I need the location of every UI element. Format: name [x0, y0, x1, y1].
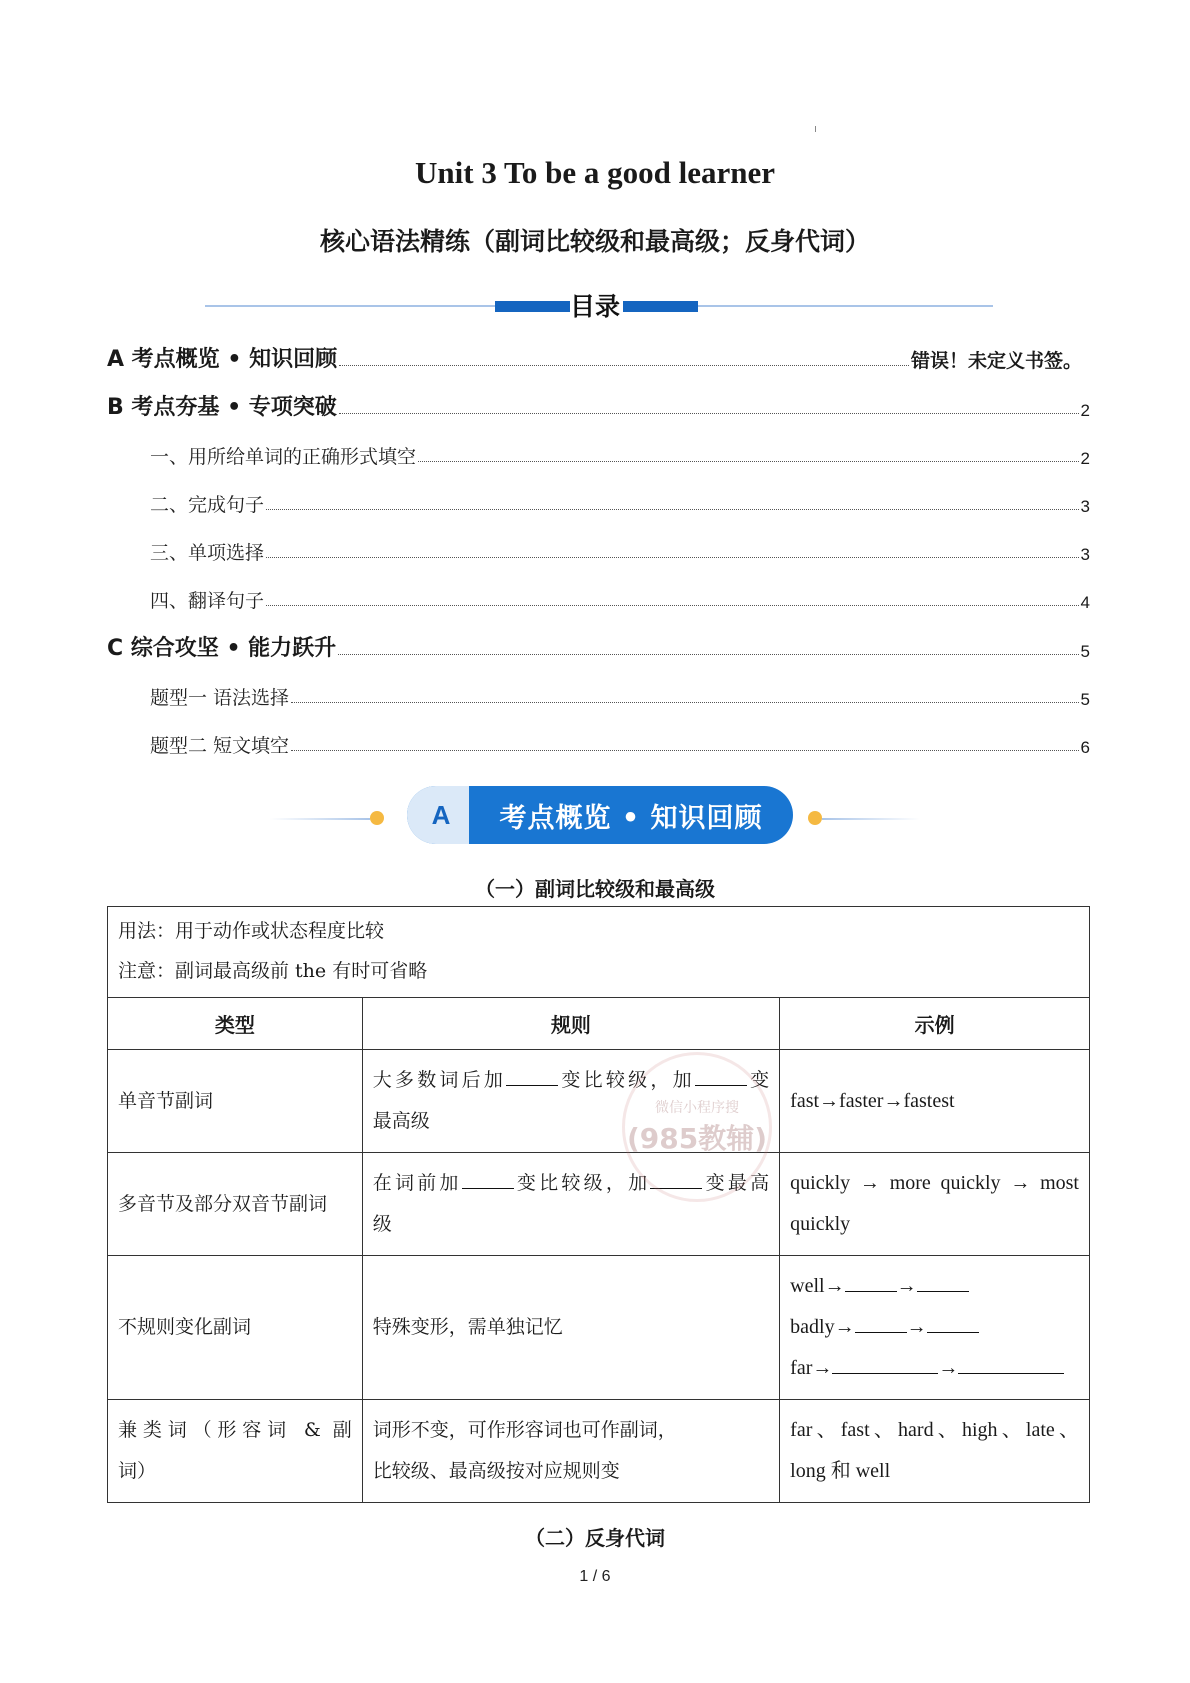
answer-blank[interactable] — [462, 1167, 514, 1189]
toc-entry[interactable] — [150, 583, 1090, 613]
watermark-text: (985教辅) — [626, 1122, 768, 1155]
example-cell: fast→faster→fastest — [780, 1050, 1090, 1153]
page-number: 1 / 6 — [579, 1568, 611, 1585]
toc-entry[interactable] — [107, 391, 1090, 421]
answer-blank[interactable] — [958, 1352, 1064, 1374]
toc-entry-page: 3 — [1080, 545, 1090, 564]
example-cell — [780, 1153, 1090, 1256]
page-subtitle: 核心语法精练（副词比较级和最高级；反身代词） — [319, 227, 870, 256]
example-line: long 和 well — [790, 1460, 891, 1482]
section-banner — [270, 778, 920, 848]
toc-leader — [266, 509, 1079, 510]
arrow-icon: → — [906, 1316, 927, 1338]
rule-cell — [362, 1050, 779, 1153]
example-cell — [780, 1256, 1090, 1400]
header-type: 类型 — [108, 998, 363, 1050]
toc-header — [205, 285, 993, 325]
rule-line — [373, 1060, 769, 1101]
toc-entry[interactable] — [150, 439, 1090, 469]
rule-text: 变比较级，加 — [513, 1172, 651, 1194]
banner-line-left — [270, 818, 370, 820]
type-cell: 多音节及部分双音节副词 — [108, 1153, 363, 1256]
section-title: （二）反身代词 — [525, 1526, 665, 1550]
type-cell: 不规则变化副词 — [108, 1256, 363, 1400]
section-title: （一）副词比较级和最高级 — [475, 877, 715, 901]
banner-dot-left — [370, 811, 384, 825]
toc-entry[interactable] — [107, 343, 1082, 373]
example-line — [790, 1307, 1079, 1348]
toc-entry-page: 2 — [1080, 449, 1090, 468]
rule-line: 最高级 — [372, 1110, 430, 1132]
answer-blank[interactable] — [927, 1311, 979, 1333]
rule-line — [373, 1163, 769, 1204]
usage-note: 用法：用于动作或状态程度比较 — [118, 920, 385, 942]
rule-line: 词形不变，可作形容词也可作副词， — [372, 1419, 677, 1441]
header-rule: 规则 — [362, 998, 779, 1050]
grammar-table — [107, 906, 1090, 1503]
toc-entry[interactable] — [150, 535, 1090, 565]
rule-line: 比较级、最高级按对应规则变 — [372, 1460, 620, 1482]
rule-cell: 特殊变形，需单独记忆 — [362, 1256, 779, 1400]
type-line: 兼类词（形容词 & 副 — [118, 1419, 352, 1441]
table-row — [108, 1153, 1090, 1256]
example-text: far→ — [790, 1357, 833, 1379]
answer-blank[interactable] — [832, 1352, 938, 1374]
table-row — [108, 1400, 1090, 1503]
banner-text: 考点概览 • 知识回顾 — [499, 802, 763, 834]
toc-leader — [266, 605, 1079, 606]
toc-entry-page: 5 — [1080, 690, 1090, 709]
example-line: far、fast、hard、high、late、 — [790, 1419, 1079, 1441]
type-cell: 单音节副词 — [108, 1050, 363, 1153]
type-line: 词） — [118, 1460, 157, 1482]
example-line — [790, 1266, 1079, 1307]
type-cell — [108, 1400, 363, 1503]
answer-blank[interactable] — [506, 1064, 558, 1086]
toc-entry-text: 四、翻译句子 — [150, 590, 265, 612]
answer-blank[interactable] — [695, 1064, 747, 1086]
toc-entry-text: C 综合攻坚 • 能力跃升 — [107, 636, 337, 661]
rule-text: 变 — [746, 1069, 770, 1091]
example-cell — [780, 1400, 1090, 1503]
example-text: badly→ — [790, 1316, 855, 1338]
toc-bar-left — [495, 301, 570, 312]
answer-blank[interactable] — [650, 1167, 702, 1189]
banner-dot-right — [808, 811, 822, 825]
toc-entry-page: 6 — [1080, 738, 1090, 757]
toc-leader — [418, 461, 1079, 462]
attention-note: 注意：副词最高级前 the 有时可省略 — [118, 960, 428, 982]
rule-text: 大多数词后加 — [372, 1069, 507, 1091]
toc-entry[interactable] — [107, 632, 1090, 662]
toc-bar-right — [623, 301, 698, 312]
toc-leader — [339, 365, 909, 366]
toc-rule-right — [698, 305, 993, 307]
header-example: 示例 — [780, 998, 1090, 1050]
toc-label: 目录 — [570, 292, 621, 321]
rule-cell — [362, 1153, 779, 1256]
toc-entry-text: 题型二 短文填空 — [150, 735, 290, 757]
answer-blank[interactable] — [855, 1311, 907, 1333]
answer-blank[interactable] — [917, 1270, 969, 1292]
toc-leader — [338, 654, 1078, 655]
rule-line: 级 — [372, 1213, 392, 1235]
rule-cell — [362, 1400, 779, 1503]
toc-entry[interactable] — [150, 487, 1090, 517]
table-row — [108, 1050, 1090, 1153]
toc-entry-page: 4 — [1080, 593, 1090, 612]
watermark-text: 微信小程序搜 — [655, 1100, 739, 1116]
toc-leader — [291, 702, 1078, 703]
answer-blank[interactable] — [845, 1270, 897, 1292]
toc-leader — [339, 413, 1079, 414]
rule-text: 变比较级，加 — [558, 1069, 695, 1091]
table-note-row — [108, 907, 1090, 998]
toc-entry-text: B 考点夯基 • 专项突破 — [107, 395, 337, 420]
rule-text: 在词前加 — [372, 1172, 462, 1194]
toc-rule-left — [205, 305, 495, 307]
toc-entry-text: 三、单项选择 — [150, 542, 265, 564]
toc-entry-page: 错误！未定义书签。 — [910, 351, 1082, 372]
toc-entry-text: 一、用所给单词的正确形式填空 — [150, 446, 417, 468]
banner-pill — [407, 786, 793, 844]
arrow-icon: → — [938, 1357, 959, 1379]
rule-text: 变最高 — [702, 1172, 770, 1194]
header-mark — [815, 126, 816, 132]
toc-entry[interactable] — [150, 680, 1090, 710]
example-line — [790, 1348, 1079, 1389]
toc-entry[interactable] — [150, 728, 1090, 758]
toc-entry-text: 题型一 语法选择 — [150, 687, 290, 709]
toc-leader — [266, 557, 1079, 558]
toc-entry-text: A 考点概览 • 知识回顾 — [107, 347, 338, 372]
page-title: Unit 3 To be a good learner — [415, 155, 775, 190]
toc-entry-page: 3 — [1080, 497, 1090, 516]
table-row — [108, 1256, 1090, 1400]
toc-entry-page: 2 — [1080, 401, 1090, 420]
arrow-icon: → — [896, 1275, 917, 1297]
banner-letter: A — [407, 786, 469, 844]
example-line: quickly — [790, 1213, 851, 1235]
table-header-row — [108, 998, 1090, 1050]
example-line: quickly → more quickly → most — [790, 1172, 1079, 1194]
toc-entry-text: 二、完成句子 — [150, 494, 265, 516]
toc-leader — [291, 750, 1078, 751]
banner-line-right — [822, 818, 920, 820]
note-cell — [108, 907, 1090, 998]
example-text: well→ — [790, 1275, 845, 1297]
toc-entry-page: 5 — [1080, 642, 1090, 661]
